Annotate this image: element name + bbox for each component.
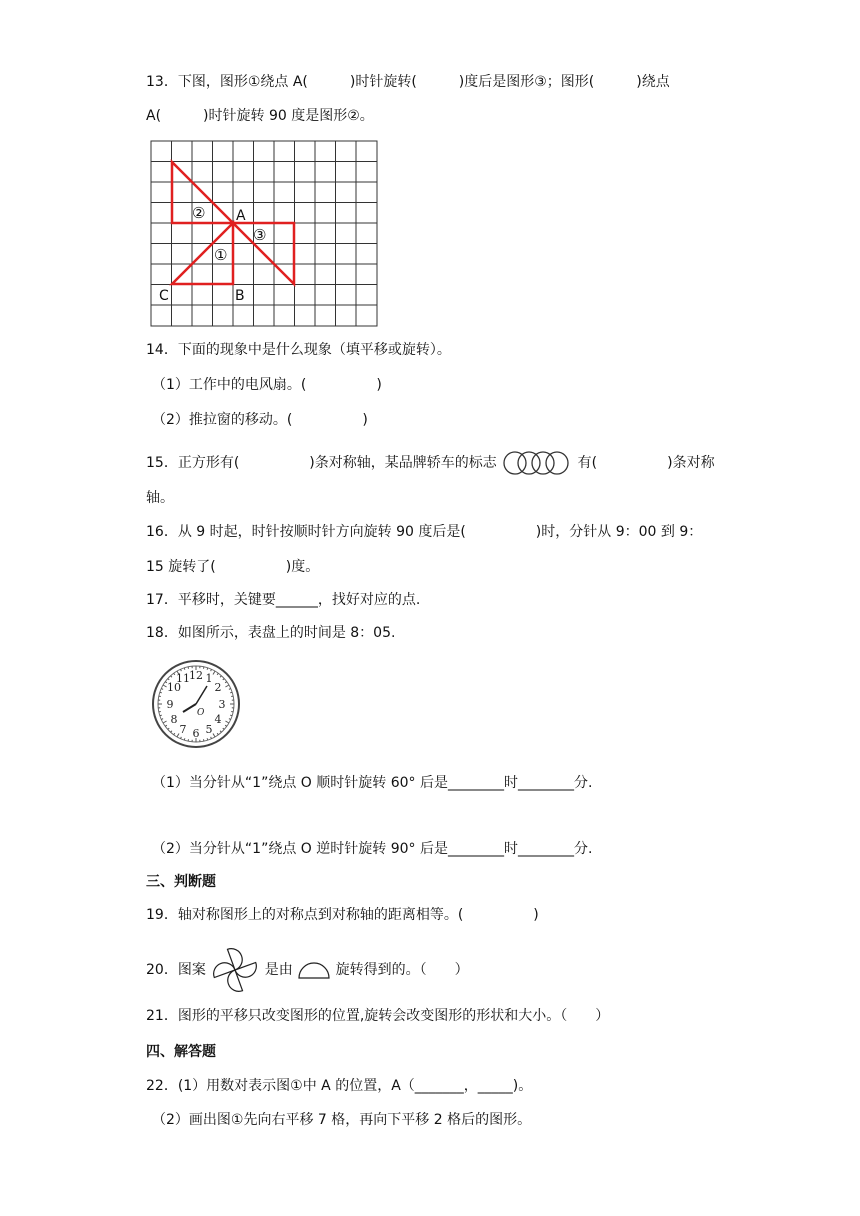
clock-center-label: O: [197, 708, 205, 718]
semicircle-icon: [297, 960, 331, 980]
clock-tick: [184, 738, 185, 740]
clock-number-2: 2: [214, 681, 222, 694]
q14-item2: （2）推拉窗的移动。( ): [152, 412, 368, 428]
q22-item2: （2）画出图①先向右平移 7 格，再向下平移 2 格后的图形。: [152, 1112, 532, 1128]
label-B: B: [235, 288, 245, 304]
clock-tick: [184, 668, 185, 670]
q18-text: 18．如图所示，表盘上的时间是 8：05.: [146, 625, 396, 641]
clock-number-11: 11: [176, 672, 190, 685]
clock-number-8: 8: [170, 713, 178, 726]
clock-number-3: 3: [218, 698, 226, 711]
car-logo-rings-icon: [503, 450, 571, 476]
section-3-title: 三、判断题: [146, 874, 216, 890]
q15-line1: [146, 450, 715, 476]
clock-tick: [160, 692, 162, 693]
q21-text: 21．图形的平移只改变图形的位置,旋转会改变图形的形状和大小。（ ）: [146, 1008, 610, 1024]
q18-item2: （2）当分针从“1”绕点 O 逆时针旋转 90° 后是________时________分.: [152, 841, 593, 857]
q20-text-b: 是由: [264, 962, 293, 978]
clock-tick: [230, 715, 232, 716]
clock-number-5: 5: [205, 723, 213, 736]
label-A: A: [236, 208, 246, 224]
clock-face: [150, 658, 242, 750]
label-2: ②: [192, 204, 206, 222]
clock-tick: [230, 692, 232, 693]
q13-line2: A( )时针旋转 90 度是图形②。: [146, 108, 374, 124]
q22-item1: 22．(1）用数对表示图①中 A 的位置，A（_______，_____)。: [146, 1078, 533, 1094]
clock-number-12: 12: [189, 669, 203, 682]
clock-number-9: 9: [166, 698, 174, 711]
q15-text-b: 有( )条对称: [577, 455, 715, 471]
q13-grid-figure: [150, 140, 380, 330]
q15-line2: 轴。: [146, 490, 174, 506]
section-4-title: 四、解答题: [146, 1044, 216, 1060]
clock-number-6: 6: [192, 727, 200, 740]
q18-item1: （1）当分针从“1”绕点 O 顺时针旋转 60° 后是________时________分.: [152, 775, 593, 791]
q14-item1: （1）工作中的电风扇。( ): [152, 377, 382, 393]
clock-tick: [207, 738, 208, 740]
q20-line: [146, 945, 469, 995]
clock-number-7: 7: [179, 723, 187, 736]
q15-text-a: 15．正方形有( )条对称轴，某品牌轿车的标志: [146, 455, 497, 471]
q13-line1: 13．下图，图形①绕点 A( )时针旋转( )度后是图形③；图形( )绕点: [146, 74, 670, 90]
clock-tick: [207, 668, 208, 670]
clock-tick: [160, 715, 162, 716]
q17-text: 17．平移时，关键要______，找好对应的点.: [146, 592, 421, 608]
clock-number-4: 4: [214, 713, 222, 726]
q20-text-a: 20．图案: [146, 962, 206, 978]
q19-text: 19．轴对称图形上的对称点到对称轴的距离相等。( ): [146, 907, 539, 923]
q14-title: 14．下面的现象中是什么现象（填平移或旋转）。: [146, 342, 451, 358]
label-C: C: [159, 288, 169, 304]
q20-text-c: 旋转得到的。（ ）: [335, 962, 469, 978]
q16-line2: 15 旋转了( )度。: [146, 559, 320, 575]
label-3: ③: [253, 226, 267, 244]
clock-number-1: 1: [205, 672, 213, 685]
pinwheel-pattern-icon: [210, 945, 260, 995]
label-1: ①: [214, 246, 228, 264]
clock-number-10: 10: [167, 681, 181, 694]
q16-line1: 16．从 9 时起，时针按顺时针方向旋转 90 度后是( )时，分针从 9：00 到 9：: [146, 524, 703, 540]
